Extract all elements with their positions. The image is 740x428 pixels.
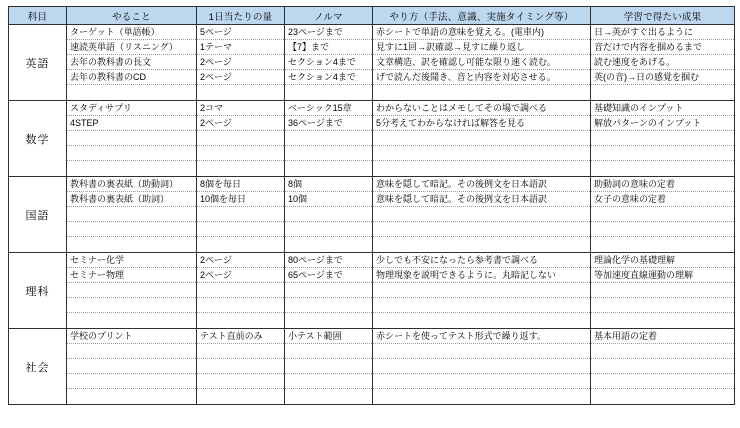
plan-entry: 物理現象を説明できるように。丸暗記しない bbox=[373, 268, 590, 283]
plan-entry: 8個を毎日 bbox=[197, 177, 284, 192]
plan-entry: 小テスト範囲 bbox=[285, 329, 372, 344]
plan-entry bbox=[373, 359, 590, 374]
plan-entry: 教科書の裏表紙（助動詞） bbox=[67, 177, 196, 192]
plan-entry bbox=[67, 283, 196, 298]
plan-entry bbox=[197, 146, 284, 161]
plan-entry: 23ページまで bbox=[285, 25, 372, 40]
daily-amount-cell[interactable] bbox=[197, 177, 285, 253]
plan-entry bbox=[285, 222, 372, 237]
plan-entry: 女子の意味の定着 bbox=[591, 192, 734, 207]
plan-entry: 見すに1回→訳確認→見すに繰り返し bbox=[373, 40, 590, 55]
daily-amount-cell[interactable] bbox=[197, 25, 285, 101]
plan-entry bbox=[373, 374, 590, 389]
plan-entry bbox=[591, 237, 734, 252]
plan-entry bbox=[197, 222, 284, 237]
header-result: 学習で得たい成果 bbox=[591, 7, 735, 25]
plan-entry: 2ページ bbox=[197, 116, 284, 131]
plan-entry bbox=[67, 389, 196, 404]
plan-entry bbox=[591, 389, 734, 404]
plan-entry bbox=[373, 222, 590, 237]
plan-entry bbox=[197, 85, 284, 100]
plan-entry: 基礎知識のインプット bbox=[591, 101, 734, 116]
plan-entry bbox=[373, 146, 590, 161]
daily-amount-cell[interactable] bbox=[197, 253, 285, 329]
plan-entry bbox=[591, 283, 734, 298]
plan-entry: 英(の音)→日の感覚を掴む bbox=[591, 70, 734, 85]
subject-cell: 理科 bbox=[9, 253, 67, 329]
plan-entry bbox=[591, 374, 734, 389]
study-plan-sheet bbox=[0, 6, 740, 428]
plan-entry bbox=[373, 207, 590, 222]
table-row bbox=[9, 101, 735, 177]
plan-entry bbox=[373, 85, 590, 100]
plan-entry bbox=[197, 344, 284, 359]
plan-entry bbox=[197, 161, 284, 176]
task-cell[interactable] bbox=[67, 101, 197, 177]
plan-entry bbox=[373, 161, 590, 176]
table-row bbox=[9, 329, 735, 405]
plan-entry bbox=[67, 161, 196, 176]
plan-entry: 教科書の裏表紙（助詞） bbox=[67, 192, 196, 207]
plan-entry bbox=[67, 374, 196, 389]
plan-entry bbox=[285, 146, 372, 161]
plan-entry bbox=[373, 131, 590, 146]
plan-entry bbox=[285, 283, 372, 298]
table-row bbox=[9, 25, 735, 101]
plan-entry bbox=[197, 389, 284, 404]
plan-entry bbox=[285, 237, 372, 252]
plan-entry: 解放パターンのインプット bbox=[591, 116, 734, 131]
plan-entry bbox=[67, 313, 196, 328]
plan-entry bbox=[373, 344, 590, 359]
plan-entry: 読む速度をあげる。 bbox=[591, 55, 734, 70]
method-cell[interactable] bbox=[373, 329, 591, 405]
plan-entry bbox=[285, 298, 372, 313]
plan-entry bbox=[591, 359, 734, 374]
plan-entry: 2コマ bbox=[197, 101, 284, 116]
header-row bbox=[9, 7, 735, 25]
plan-entry: 理論化学の基礎理解 bbox=[591, 253, 734, 268]
plan-entry bbox=[197, 374, 284, 389]
plan-entry bbox=[197, 237, 284, 252]
plan-entry: 10個 bbox=[285, 192, 372, 207]
quota-cell[interactable] bbox=[285, 329, 373, 405]
plan-entry bbox=[285, 344, 372, 359]
quota-cell[interactable] bbox=[285, 101, 373, 177]
plan-entry: 65ページまで bbox=[285, 268, 372, 283]
plan-entry: 1テーマ bbox=[197, 40, 284, 55]
method-cell[interactable] bbox=[373, 253, 591, 329]
plan-entry: 36ページまで bbox=[285, 116, 372, 131]
plan-entry: 2ページ bbox=[197, 268, 284, 283]
subject-cell: 社会 bbox=[9, 329, 67, 405]
method-cell[interactable] bbox=[373, 101, 591, 177]
plan-entry bbox=[67, 207, 196, 222]
plan-entry bbox=[285, 374, 372, 389]
plan-entry: 2ページ bbox=[197, 55, 284, 70]
plan-entry bbox=[285, 131, 372, 146]
result-cell[interactable] bbox=[591, 101, 735, 177]
plan-entry: 等加速度直線運動の理解 bbox=[591, 268, 734, 283]
method-cell[interactable] bbox=[373, 177, 591, 253]
plan-entry: 2ページ bbox=[197, 253, 284, 268]
plan-entry bbox=[591, 161, 734, 176]
plan-entry: 意味を隠して暗記。その後例文を日本語訳 bbox=[373, 177, 590, 192]
study-plan-table bbox=[8, 6, 735, 405]
plan-entry bbox=[67, 359, 196, 374]
plan-entry bbox=[373, 283, 590, 298]
plan-entry bbox=[285, 85, 372, 100]
result-cell[interactable] bbox=[591, 329, 735, 405]
plan-entry: セクション4まで bbox=[285, 55, 372, 70]
plan-entry bbox=[197, 359, 284, 374]
plan-entry bbox=[373, 389, 590, 404]
plan-entry bbox=[197, 298, 284, 313]
quota-cell[interactable] bbox=[285, 25, 373, 101]
plan-entry bbox=[591, 131, 734, 146]
table-header bbox=[9, 7, 735, 25]
plan-entry bbox=[67, 237, 196, 252]
plan-entry bbox=[67, 85, 196, 100]
subject-cell: 国語 bbox=[9, 177, 67, 253]
plan-entry bbox=[373, 237, 590, 252]
table-row bbox=[9, 177, 735, 253]
daily-amount-cell[interactable] bbox=[197, 101, 285, 177]
plan-entry bbox=[373, 298, 590, 313]
task-cell[interactable] bbox=[67, 253, 197, 329]
plan-entry bbox=[285, 161, 372, 176]
plan-entry: 基本用語の定着 bbox=[591, 329, 734, 344]
plan-entry: セミナー物理 bbox=[67, 268, 196, 283]
header-quota: ノルマ bbox=[285, 7, 373, 25]
plan-entry: げで読んだ後聞き、音と内容を対応させる。 bbox=[373, 70, 590, 85]
plan-entry bbox=[591, 207, 734, 222]
plan-entry: 5分考えてわからなければ解答を見る bbox=[373, 116, 590, 131]
subject-cell: 数学 bbox=[9, 101, 67, 177]
plan-entry: 8個 bbox=[285, 177, 372, 192]
plan-entry bbox=[197, 207, 284, 222]
quota-cell[interactable] bbox=[285, 253, 373, 329]
plan-entry bbox=[285, 207, 372, 222]
plan-entry: 2ページ bbox=[197, 70, 284, 85]
plan-entry bbox=[591, 85, 734, 100]
plan-entry: 去年の教科書の長文 bbox=[67, 55, 196, 70]
table-body bbox=[9, 25, 735, 405]
header-method: やり方（手法、意識、実施タイミング等） bbox=[373, 7, 591, 25]
plan-entry: わからないことはメモしてその場で調べる bbox=[373, 101, 590, 116]
header-task: やること bbox=[67, 7, 197, 25]
plan-entry: 日→英がすぐ出るように bbox=[591, 25, 734, 40]
plan-entry bbox=[591, 222, 734, 237]
plan-entry bbox=[373, 313, 590, 328]
plan-entry bbox=[197, 313, 284, 328]
plan-entry: スタディサプリ bbox=[67, 101, 196, 116]
plan-entry bbox=[285, 359, 372, 374]
plan-entry: 助動詞の意味の定着 bbox=[591, 177, 734, 192]
plan-entry bbox=[67, 298, 196, 313]
plan-entry: 赤シートで単語の意味を覚える。(電車内) bbox=[373, 25, 590, 40]
plan-entry: 去年の教科書のCD bbox=[67, 70, 196, 85]
plan-entry bbox=[197, 131, 284, 146]
plan-entry: ベーシック15章 bbox=[285, 101, 372, 116]
plan-entry: 4STEP bbox=[67, 116, 196, 131]
quota-cell[interactable] bbox=[285, 177, 373, 253]
plan-entry: セミナー化学 bbox=[67, 253, 196, 268]
plan-entry bbox=[67, 146, 196, 161]
subject-cell: 英語 bbox=[9, 25, 67, 101]
task-cell[interactable] bbox=[67, 177, 197, 253]
plan-entry bbox=[67, 131, 196, 146]
plan-entry: 音だけで内容を掴めるまで bbox=[591, 40, 734, 55]
plan-entry bbox=[591, 344, 734, 359]
result-cell[interactable] bbox=[591, 177, 735, 253]
daily-amount-cell[interactable] bbox=[197, 329, 285, 405]
plan-entry: 赤シートを使ってテスト形式で繰り返す。 bbox=[373, 329, 590, 344]
table-row bbox=[9, 253, 735, 329]
header-subject: 科目 bbox=[9, 7, 67, 25]
plan-entry: 学校のプリント bbox=[67, 329, 196, 344]
plan-entry: 文章構造、訳を確認し可能な限り速く読む。 bbox=[373, 55, 590, 70]
plan-entry: 意味を隠して暗記。その後例文を日本語訳 bbox=[373, 192, 590, 207]
task-cell[interactable] bbox=[67, 25, 197, 101]
plan-entry: 5ページ bbox=[197, 25, 284, 40]
plan-entry bbox=[591, 313, 734, 328]
plan-entry bbox=[285, 389, 372, 404]
plan-entry: 【7】まで bbox=[285, 40, 372, 55]
plan-entry: セクション4まで bbox=[285, 70, 372, 85]
task-cell[interactable] bbox=[67, 329, 197, 405]
plan-entry bbox=[197, 283, 284, 298]
plan-entry: テスト直前のみ bbox=[197, 329, 284, 344]
plan-entry: 速読英単語（リスニング） bbox=[67, 40, 196, 55]
method-cell[interactable] bbox=[373, 25, 591, 101]
result-cell[interactable] bbox=[591, 25, 735, 101]
plan-entry bbox=[67, 222, 196, 237]
plan-entry: ターゲット（単語帳） bbox=[67, 25, 196, 40]
plan-entry bbox=[67, 344, 196, 359]
plan-entry bbox=[285, 313, 372, 328]
plan-entry bbox=[591, 146, 734, 161]
plan-entry: 80ページまで bbox=[285, 253, 372, 268]
plan-entry: 10個を毎日 bbox=[197, 192, 284, 207]
header-daily-amount: 1日当たりの量 bbox=[197, 7, 285, 25]
result-cell[interactable] bbox=[591, 253, 735, 329]
plan-entry: 少しでも不安になったら参考書で調べる bbox=[373, 253, 590, 268]
plan-entry bbox=[591, 298, 734, 313]
